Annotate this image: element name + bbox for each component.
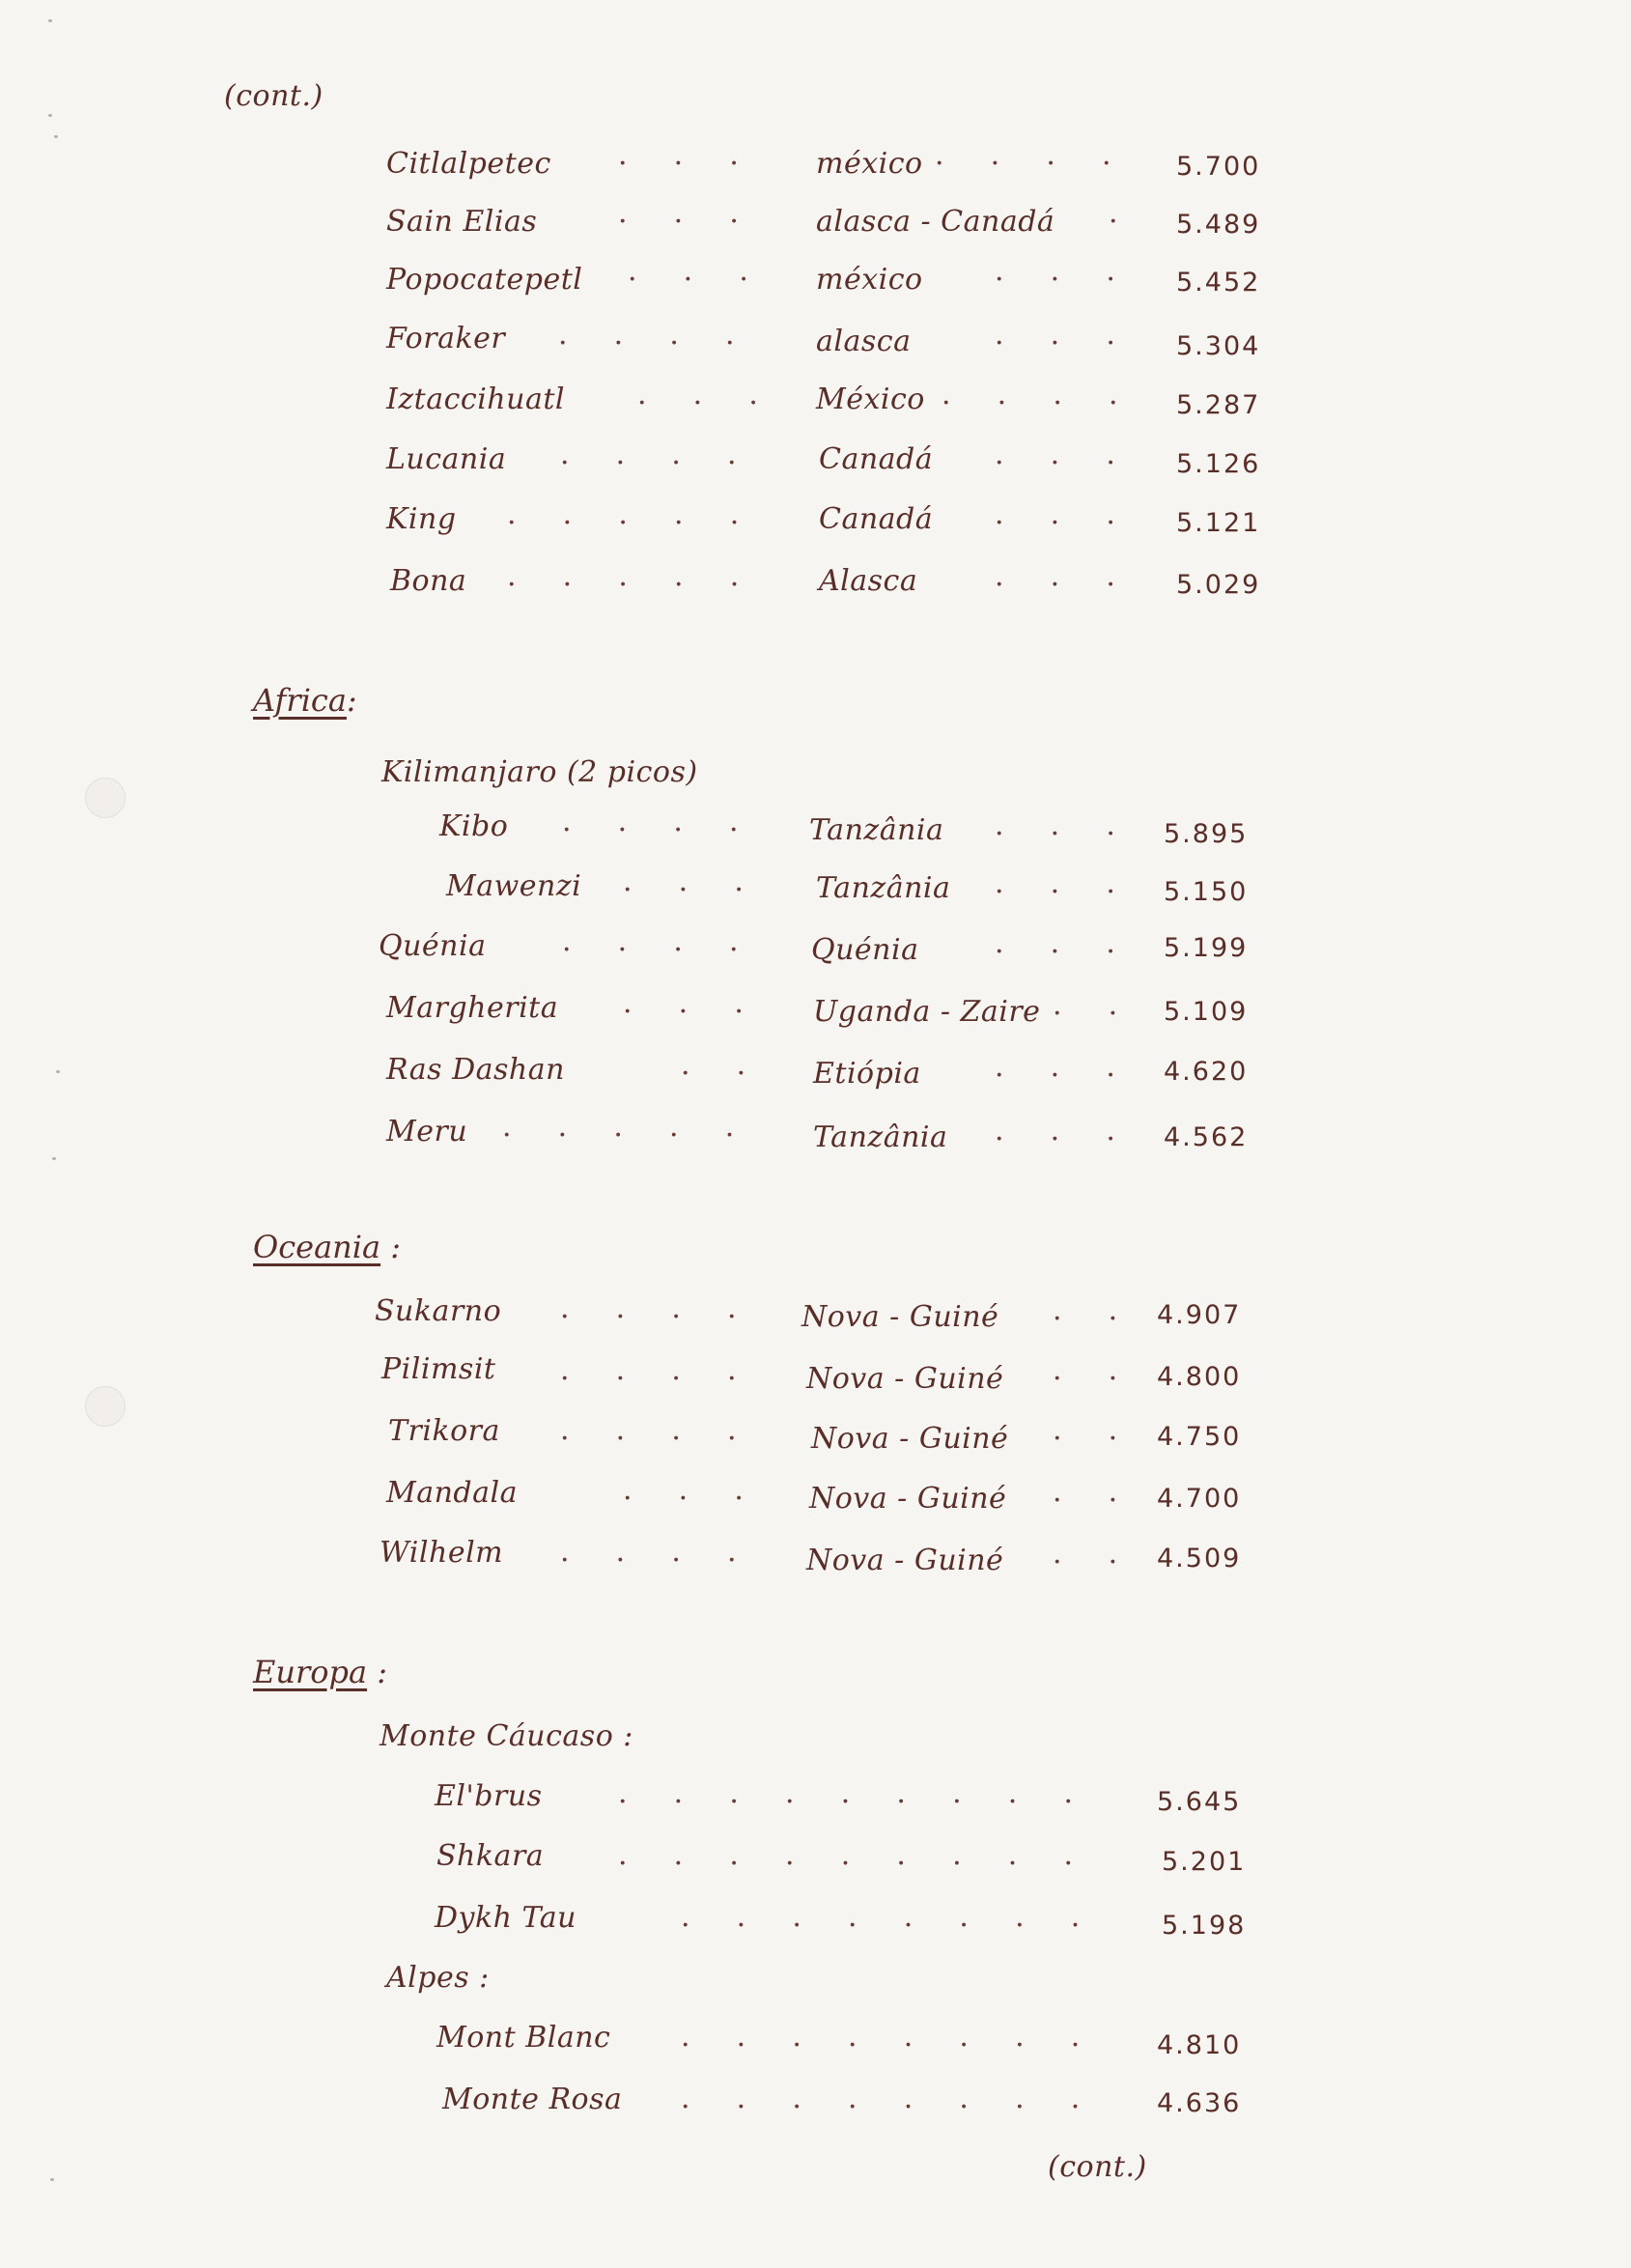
peak-name: Iztaccihuatl bbox=[386, 383, 565, 416]
peak-height: 4.750 bbox=[1157, 1422, 1242, 1452]
peak-name: El'brus bbox=[435, 1779, 543, 1813]
peak-country: Nova - Guiné bbox=[809, 1482, 1007, 1516]
peak-height: 4.907 bbox=[1157, 1300, 1242, 1330]
peak-height: 5.645 bbox=[1157, 1787, 1242, 1817]
paper-speck bbox=[50, 2178, 54, 2181]
group-label-kilimanjaro: Kilimanjaro (2 picos) bbox=[381, 755, 698, 789]
peak-height: 4.700 bbox=[1157, 1484, 1242, 1514]
cont-bottom-label: (cont.) bbox=[1048, 2150, 1147, 2184]
leader-dots: · · · · bbox=[560, 1544, 739, 1577]
section-title-text: Europa bbox=[253, 1654, 368, 1690]
leader-dots: · · · · · · · · bbox=[681, 1909, 1083, 1942]
leader-dots: · · bbox=[1053, 1302, 1120, 1336]
section-title-oceania bbox=[253, 1229, 401, 1265]
section-title-africa bbox=[253, 682, 357, 719]
peak-name: Kibo bbox=[439, 809, 509, 843]
peak-country: México bbox=[816, 383, 925, 416]
peak-name: Sain Elias bbox=[386, 205, 538, 239]
leader-dots: · · · · bbox=[942, 386, 1120, 420]
peak-name: Popocatepetl bbox=[386, 263, 583, 297]
leader-dots: · · · bbox=[995, 446, 1117, 480]
section-title-text: Oceania bbox=[253, 1229, 381, 1265]
leader-dots: · · · · · · · · · bbox=[618, 1847, 1075, 1881]
peak-name: Bona bbox=[390, 564, 467, 598]
peak-name: Mawenzi bbox=[446, 869, 582, 903]
paper-speck bbox=[54, 135, 58, 138]
leader-dots: · · · · · bbox=[507, 506, 742, 540]
leader-dots: · · bbox=[1053, 1484, 1120, 1517]
punch-hole bbox=[85, 778, 126, 818]
group-label-caucaso: Monte Cáucaso : bbox=[380, 1719, 633, 1753]
leader-dots: · · · · bbox=[560, 446, 739, 480]
peak-name: Pilimsit bbox=[381, 1352, 496, 1386]
peak-name: Quénia bbox=[379, 929, 487, 963]
paper-speck bbox=[48, 19, 52, 22]
leader-dots: · · bbox=[1053, 1545, 1120, 1579]
peak-name: Mandala bbox=[386, 1476, 518, 1510]
peak-country: Nova - Guiné bbox=[801, 1300, 999, 1334]
peak-name: King bbox=[386, 502, 457, 536]
leader-dots: · · bbox=[1053, 1362, 1120, 1396]
peak-name: Dykh Tau bbox=[435, 1901, 576, 1935]
peak-height: 4.509 bbox=[1157, 1544, 1242, 1573]
peak-height: 4.562 bbox=[1164, 1122, 1249, 1152]
section-title-europa bbox=[253, 1654, 387, 1690]
punch-hole bbox=[85, 1386, 126, 1427]
peak-name: Sukarno bbox=[375, 1294, 502, 1328]
peak-country: Tanzânia bbox=[809, 813, 944, 847]
paper-speck bbox=[48, 114, 52, 117]
peak-height: 5.287 bbox=[1176, 390, 1261, 420]
leader-dots: · · · · bbox=[560, 1422, 739, 1456]
peak-name: Mont Blanc bbox=[436, 2021, 611, 2055]
peak-height: 5.895 bbox=[1164, 819, 1249, 849]
group-label-alpes: Alpes : bbox=[386, 1961, 490, 1995]
leader-dots: · · · · · bbox=[502, 1119, 737, 1152]
leader-dots: · · · bbox=[623, 1482, 745, 1516]
leader-dots: · · · bbox=[995, 568, 1117, 602]
peak-height: 5.199 bbox=[1164, 933, 1249, 963]
leader-dots: · · · bbox=[618, 147, 741, 181]
leader-dots: · · · bbox=[995, 875, 1117, 909]
leader-dots: · · · · · · · · · bbox=[618, 1785, 1075, 1819]
peak-name: Margherita bbox=[386, 991, 559, 1025]
peak-height: 5.109 bbox=[1164, 997, 1249, 1027]
leader-dots: · · · · bbox=[558, 326, 737, 360]
peak-height: 4.800 bbox=[1157, 1362, 1242, 1392]
peak-country: Quénia bbox=[811, 933, 919, 967]
peak-country: Nova - Guiné bbox=[806, 1362, 1004, 1396]
peak-country: Tanzânia bbox=[816, 871, 951, 905]
section-colon: : bbox=[380, 1229, 402, 1265]
cont-top-label: (cont.) bbox=[224, 79, 323, 113]
peak-height: 4.620 bbox=[1164, 1057, 1249, 1087]
peak-country: Canadá bbox=[819, 442, 934, 476]
peak-country: Uganda - Zaire bbox=[813, 995, 1041, 1029]
peak-name: Shkara bbox=[436, 1839, 545, 1873]
peak-height: 5.304 bbox=[1176, 331, 1261, 361]
peak-name: Foraker bbox=[386, 322, 506, 355]
leader-dots: · · bbox=[1053, 997, 1120, 1031]
leader-dots: · · · · · · · · bbox=[681, 2090, 1083, 2124]
section-colon: : bbox=[346, 682, 357, 719]
peak-height: 5.150 bbox=[1164, 877, 1249, 907]
leader-dots: · · · · bbox=[562, 813, 741, 847]
peak-height: 5.201 bbox=[1162, 1847, 1247, 1877]
leader-dots: · · · bbox=[995, 326, 1117, 360]
leader-dots: · · · · bbox=[560, 1362, 739, 1396]
section-colon: : bbox=[367, 1654, 388, 1690]
leader-dots: · · · · bbox=[935, 147, 1113, 181]
peak-height: 5.121 bbox=[1176, 508, 1261, 538]
leader-dots: · bbox=[1109, 205, 1120, 239]
leader-dots: · · · bbox=[623, 995, 745, 1029]
peak-height: 5.029 bbox=[1176, 570, 1261, 600]
paper-speck bbox=[52, 1157, 56, 1160]
leader-dots: · · · bbox=[995, 817, 1117, 851]
leader-dots: · · · bbox=[628, 263, 750, 297]
peak-country: Alasca bbox=[819, 564, 918, 598]
leader-dots: · · · bbox=[995, 1122, 1117, 1156]
leader-dots: · · · bbox=[623, 873, 745, 907]
leader-dots: · · · bbox=[995, 263, 1117, 297]
peak-height: 5.452 bbox=[1176, 268, 1261, 298]
leader-dots: · · · · · · · · bbox=[681, 2028, 1083, 2062]
peak-name: Lucania bbox=[386, 442, 507, 476]
leader-dots: · · · · bbox=[562, 933, 741, 967]
leader-dots: · · · · · bbox=[507, 568, 742, 602]
peak-country: méxico bbox=[816, 147, 923, 181]
peak-country: Etiópia bbox=[813, 1057, 921, 1091]
leader-dots: · · · bbox=[618, 205, 741, 239]
leader-dots: · · bbox=[681, 1057, 748, 1091]
peak-country: Canadá bbox=[819, 502, 934, 536]
peak-height: 5.198 bbox=[1162, 1911, 1247, 1941]
peak-name: Citlalpetec bbox=[386, 147, 551, 181]
leader-dots: · · · bbox=[995, 506, 1117, 540]
peak-height: 5.700 bbox=[1176, 152, 1261, 182]
leader-dots: · · · bbox=[637, 386, 760, 420]
leader-dots: · · · · bbox=[560, 1300, 739, 1334]
peak-height: 5.489 bbox=[1176, 210, 1261, 240]
peak-height: 4.636 bbox=[1157, 2088, 1242, 2118]
peak-country: alasca bbox=[816, 325, 912, 358]
peak-name: Meru bbox=[386, 1115, 468, 1148]
peak-name: Trikora bbox=[388, 1414, 500, 1448]
peak-country: alasca - Canadá bbox=[816, 205, 1055, 239]
peak-height: 4.810 bbox=[1157, 2030, 1242, 2060]
paper-speck bbox=[56, 1070, 60, 1073]
peak-name: Ras Dashan bbox=[386, 1053, 565, 1087]
peak-country: méxico bbox=[816, 263, 923, 297]
peak-country: Tanzânia bbox=[813, 1120, 948, 1154]
leader-dots: · · · bbox=[995, 935, 1117, 969]
peak-height: 5.126 bbox=[1176, 449, 1261, 479]
leader-dots: · · bbox=[1053, 1422, 1120, 1456]
peak-name: Wilhelm bbox=[380, 1536, 504, 1570]
peak-name: Monte Rosa bbox=[442, 2083, 623, 2116]
leader-dots: · · · bbox=[995, 1059, 1117, 1092]
section-title-text: Africa bbox=[253, 682, 347, 719]
peak-country: Nova - Guiné bbox=[806, 1544, 1004, 1577]
peak-country: Nova - Guiné bbox=[811, 1422, 1009, 1456]
